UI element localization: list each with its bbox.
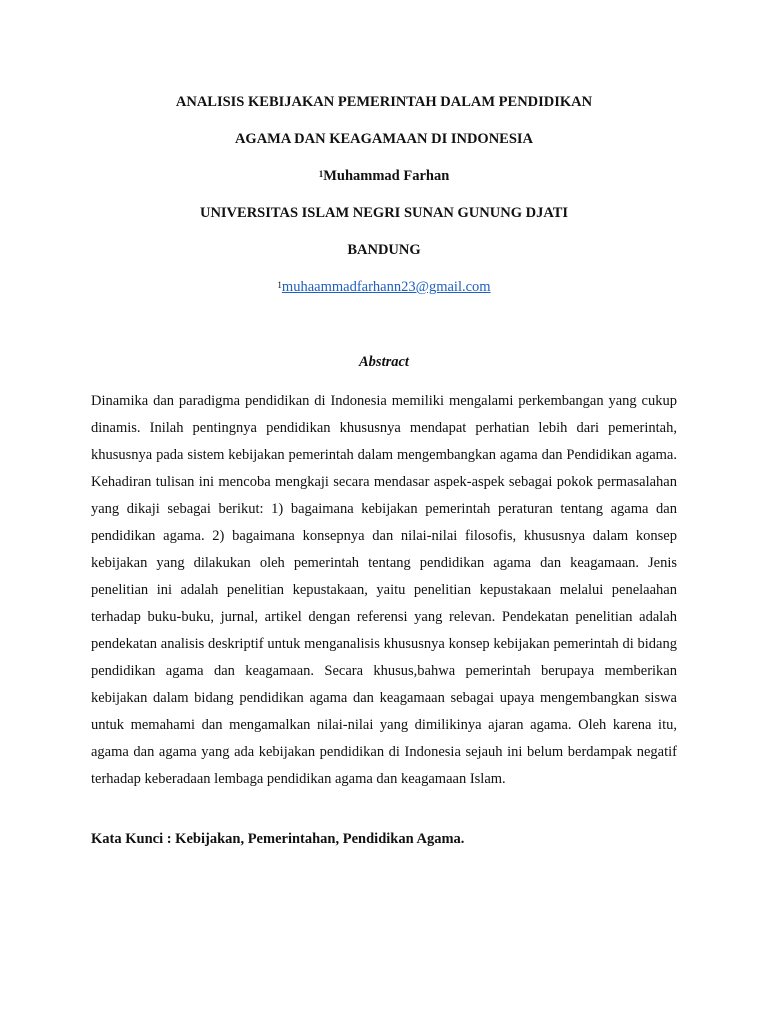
email-superscript: 1 bbox=[277, 280, 282, 290]
author-email-link[interactable]: muhaammadfarhann23@gmail.com bbox=[281, 279, 491, 295]
author-superscript: 1 bbox=[318, 169, 324, 179]
abstract-heading: Abstract bbox=[359, 354, 409, 370]
affiliation-city: BANDUNG bbox=[347, 242, 421, 258]
author-name: Muhammad Farhan bbox=[323, 168, 450, 184]
author-line bbox=[0, 167, 768, 185]
paper-title-line-2: AGAMA DAN KEAGAMAAN DI INDONESIA bbox=[234, 131, 534, 147]
email-line bbox=[0, 278, 768, 296]
keywords: Kata Kunci : Kebijakan, Pemerintahan, Pendidikan Agama. bbox=[91, 831, 465, 847]
abstract-body: Dinamika dan paradigma pendidikan di Indonesia memiliki mengalami perkembangan yang cukup dinamis. Inilah pentingnya pendidikan khususnya mendapat perhatian lebih dari pemerintah, khususnya pada sistem kebijakan pemerintah dalam mengembangkan agama dan Pendidikan agama. Kehadiran tulisan ini mencoba mengkaji secara mendasar aspek-aspek sebagai pokok permasalahan yang dikaji sebagai berikut: 1) bagaimana kebijakan pemerintah peraturan tentang agama dan pendidikan agama. 2) bagaimana konsepnya dan nilai-nilai filosofis, khususnya dalam konsep kebijakan yang dilakukan oleh pemerintah tentang pendidikan agama dan keagamaan. Jenis penelitian ini adalah penelitian kepustakaan, yaitu penelitian kepustakaan melalui penelaahan terhadap buku-buku, jurnal, artikel dengan referensi yang relevan. Pendekatan penelitian adalah pendekatan analisis deskriptif untuk menganalisis khususnya konsep kebijakan pemerintah di bidang pendidikan agama dan keagamaan. Secara khusus,bahwa pemerintah berupaya memberikan kebijakan dalam bidang pendidikan agama dan keagamaan sebagai upaya mengembangkan siswa untuk memahami dan mengamalkan nilai-nilai yang dimilikinya ajaran agama. Oleh karena itu, agama dan agama yang ada kebijakan pendidikan di Indonesia sejauh ini belum berdampak negatif terhadap keberadaan lembaga pendidikan agama dan keagamaan Islam. bbox=[91, 393, 677, 787]
affiliation: UNIVERSITAS ISLAM NEGRI SUNAN GUNUNG DJATI bbox=[199, 205, 569, 221]
paper-title-line-1: ANALISIS KEBIJAKAN PEMERINTAH DALAM PENDIDIKAN bbox=[175, 94, 593, 110]
